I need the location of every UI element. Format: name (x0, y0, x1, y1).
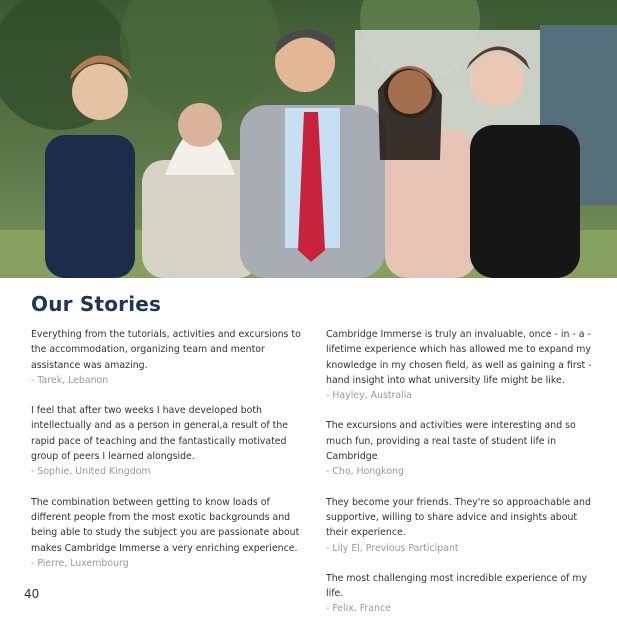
story (31, 403, 303, 479)
story-author: - Felix, France (326, 603, 391, 615)
story-author: - Lily El, Previous Participant (326, 542, 459, 554)
page-number: 40 (24, 587, 40, 601)
story-quote: The most challenging most incredible experience of my life. (326, 572, 588, 600)
group-photo (0, 0, 617, 278)
story-author: - Tarek, Lebanon (31, 374, 109, 386)
story-author: - Hayley, Australia (326, 390, 413, 402)
story-author: - Pierre, Luxembourg (31, 557, 129, 569)
stories-right-column (326, 327, 598, 632)
story-quote: The combination between getting to know loads of different people from the most exotic backgrounds and being able to study the subject you are passionate about makes Cambridge Immerse a very enriching experience. (31, 496, 300, 554)
story-quote: I feel that after two weeks I have developed both intellectually and as a person in general,a result of the rapid pace of teaching and the fantastically motivated group of peers I learned alongside. (31, 405, 289, 463)
story-quote: Cambridge Immerse is truly an invaluable, once - in - a - lifetime experience which has allowed me to expand my knowledge in my chosen field, as well as gaining a first - hand insight into what university life might be like. (326, 329, 592, 386)
stories-left-column (31, 327, 303, 586)
page-title: Our Stories (31, 292, 162, 316)
story (31, 495, 303, 571)
story-author: - Cho, Hongkong (326, 466, 404, 478)
story-quote: The excursions and activities were interesting and so much fun, providing a real taste of student life in Cambridge (326, 420, 576, 463)
group-photo-illustration (0, 0, 617, 278)
story (31, 327, 303, 388)
story (326, 495, 598, 556)
story (326, 327, 598, 403)
story (326, 418, 598, 479)
story-quote: Everything from the tutorials, activities and excursions to the accommodation, organizing team and mentor assistance was amazing. (31, 329, 301, 371)
story (326, 571, 598, 617)
story-quote: They become your friends. They're so approachable and supportive, willing to share advice and insights about their experience. (326, 496, 591, 539)
story-author: - Sophie, United Kingdom (31, 466, 151, 478)
